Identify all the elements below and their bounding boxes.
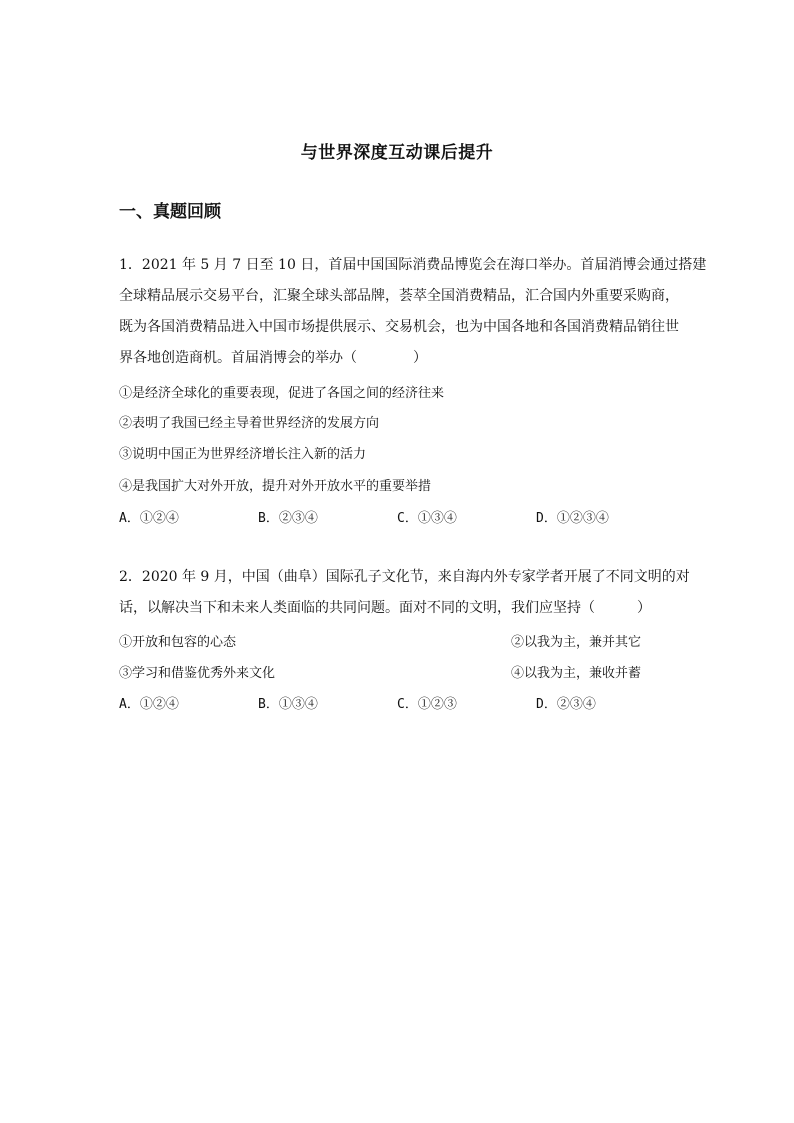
question-2-option-d[interactable]: D．②③④ <box>536 697 596 712</box>
question-1-option-c[interactable]: C．①③④ <box>397 511 457 526</box>
question-2-item-4: ④以我为主，兼收并蓄 <box>511 666 642 681</box>
question-1-item: ④是我国扩大对外开放，提升对外开放水平的重要举措 <box>119 479 432 494</box>
question-1-stem-line: 1．2021 年 5 月 7 日至 10 日，首届中国国际消费品博览会在海口举办。首届消博会通过搭建 <box>119 257 707 273</box>
question-2-option-b[interactable]: B．①③④ <box>258 697 318 712</box>
question-2-item-3: ③学习和借鉴优秀外来文化 <box>119 666 276 681</box>
question-1-item: ①是经济全球化的重要表现，促进了各国之间的经济往来 <box>119 386 445 401</box>
page-title: 与世界深度互动课后提升 <box>300 143 494 163</box>
question-1-option-b[interactable]: B．②③④ <box>258 511 318 526</box>
question-2-stem-line: 话，以解决当下和未来人类面临的共同问题。面对不同的文明，我们应坚持（ ） <box>119 600 651 616</box>
question-1-stem-line: 全球精品展示交易平台，汇聚全球头部品牌，荟萃全国消费精品，汇合国内外重要采购商， <box>119 288 679 304</box>
question-1-stem-line: 既为各国消费精品进入中国市场提供展示、交易机会，也为中国各地和各国消费精品销往世 <box>119 319 679 335</box>
question-2-stem-line: 2．2020 年 9 月，中国（曲阜）国际孔子文化节，来自海内外专家学者开展了不同文明的对 <box>119 569 690 585</box>
question-1-option-a[interactable]: A．①②④ <box>119 511 179 526</box>
question-1-stem-line: 界各地创造商机。首届消博会的举办（ ） <box>119 350 427 366</box>
question-1-option-d[interactable]: D．①②③④ <box>536 511 609 526</box>
question-2-item-1: ①开放和包容的心态 <box>119 635 237 650</box>
section-heading: 一、真题回顾 <box>119 202 221 222</box>
question-2-stem <box>119 562 690 624</box>
question-1-item: ②表明了我国已经主导着世界经济的发展方向 <box>119 416 380 431</box>
question-1-item: ③说明中国正为世界经济增长注入新的活力 <box>119 447 367 462</box>
question-1-stem <box>119 250 707 374</box>
question-2-option-c[interactable]: C．①②③ <box>397 697 457 712</box>
question-2-item-2: ②以我为主，兼并其它 <box>511 635 642 650</box>
question-2-option-a[interactable]: A．①②④ <box>119 697 179 712</box>
